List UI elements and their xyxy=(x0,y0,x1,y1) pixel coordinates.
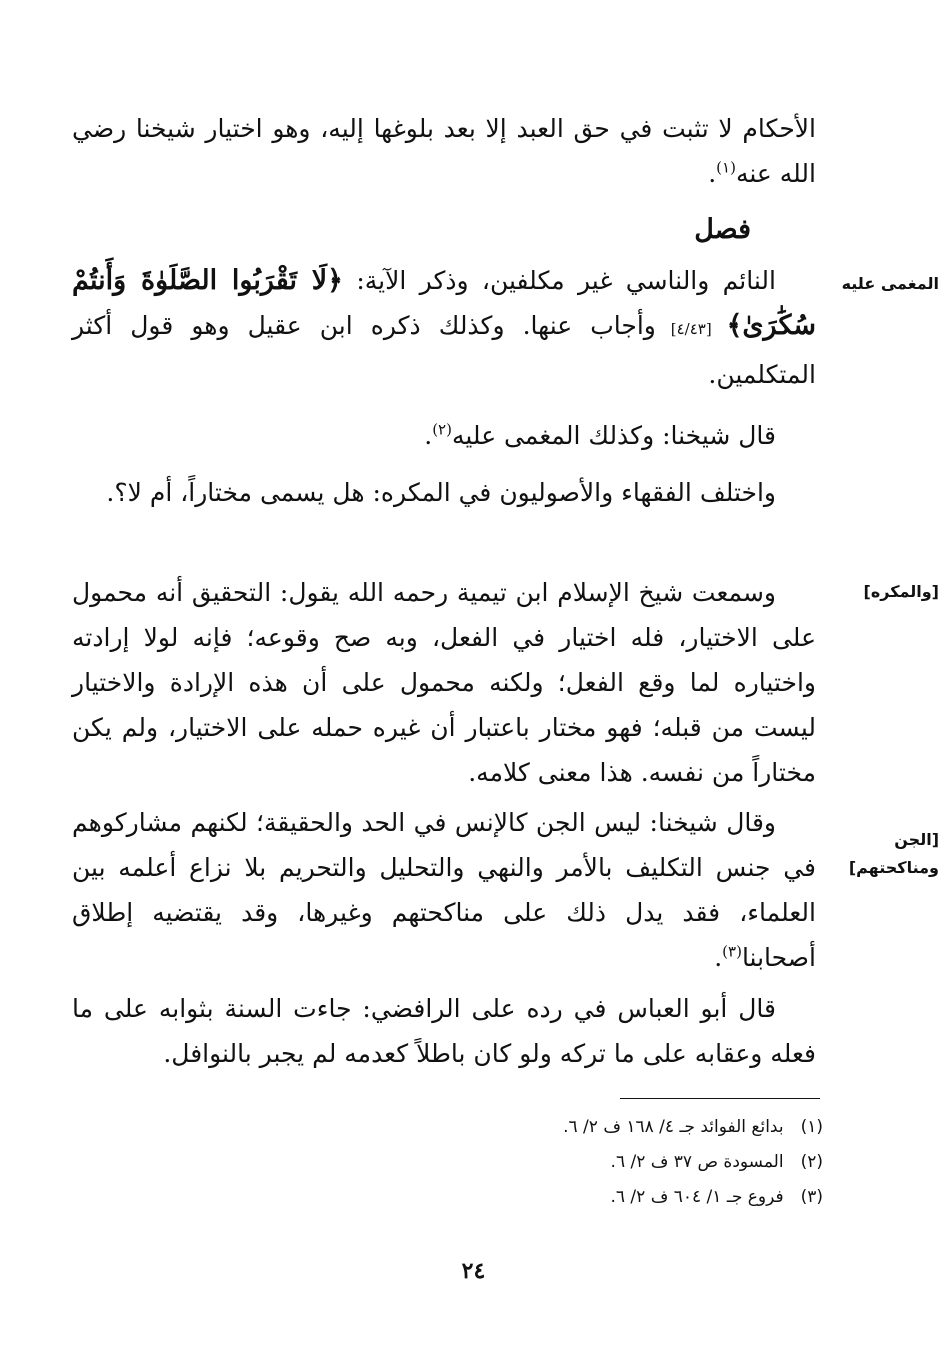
margin-note-jinn: [الجن ومناكحتهم] xyxy=(848,830,939,877)
paragraph-6-end: . xyxy=(714,943,723,972)
paragraph-3 xyxy=(72,413,816,458)
footnote-text: المسودة ص ٣٧ ف ٢/ ٦. xyxy=(610,1152,784,1172)
verse-reference: [٤/٤٣] xyxy=(655,320,727,338)
footnote-item xyxy=(563,1145,823,1180)
quran-verse: ﴿لَا تَقْرَبُوا الصَّلَوٰةَ وَأَنتُمْ سُكَٰرَىٰ﴾ xyxy=(72,265,816,341)
paragraph-5 xyxy=(72,570,816,795)
paragraph-5-text: وسمعت شيخ الإسلام ابن تيمية رحمه الله يقول: التحقيق أنه محمول على الاختيار، فله اختيار في الفعل، وبه صح وقوعه؛ فإنه لولا إرادته واختياره لما وقع الفعل؛ ولكنه محمول على أن هذه الإرادة والاختيار ليست من قبله؛ فهو مختار باعتبار أن غيره حمله على الاختيار، ولم يكن مختاراً من نفسه. هذا معنى كلامه. xyxy=(72,578,816,787)
paragraph-4-text: واختلف الفقهاء والأصوليون في المكره: هل يسمى مختاراً، أم لا؟. xyxy=(106,478,776,507)
page-number: ٢٤ xyxy=(461,1258,486,1284)
paragraph-2 xyxy=(72,258,816,397)
footnotes-list xyxy=(563,1110,823,1215)
paragraph-3-text: قال شيخنا: وكذلك المغمى عليه xyxy=(451,421,776,450)
paragraph-1-end: . xyxy=(708,159,717,188)
footnote-ref-3[interactable]: (٣) xyxy=(722,942,742,961)
footnote-ref-2[interactable]: (٢) xyxy=(432,420,452,439)
paragraph-1 xyxy=(72,106,816,196)
paragraph-2-start: النائم والناسي غير مكلفين، وذكر الآية: xyxy=(342,266,776,295)
paragraph-3-end: . xyxy=(424,421,433,450)
margin-note-coerced: [والمكره] xyxy=(863,582,939,601)
footnote-number: (٣) xyxy=(800,1187,823,1207)
margin-note-unconscious: المغمى عليه xyxy=(841,274,939,293)
section-heading: فصل xyxy=(694,214,751,245)
footnote-number: (٢) xyxy=(800,1152,823,1172)
footnote-item xyxy=(563,1110,823,1145)
paragraph-6-text: وقال شيخنا: ليس الجن كالإنس في الحد والحقيقة؛ لكنهم مشاركوهم في جنس التكليف بالأمر والنهي والتحليل والتحريم بلا نزاع أعلمه بين العلماء، فقد يدل ذلك على مناكحتهم وغيرها، وقد يقتضيه إطلاق أصحابنا xyxy=(72,808,816,972)
paragraph-7 xyxy=(72,986,816,1076)
paragraph-6 xyxy=(72,800,816,980)
paragraph-1-text: الأحكام لا تثبت في حق العبد إلا بعد بلوغها إليه، وهو اختيار شيخنا رضي الله عنه xyxy=(72,114,816,188)
paragraph-7-text: قال أبو العباس في رده على الرافضي: جاءت السنة بثوابه على ما فعله وعقابه على ما تركه ولو كان باطلاً كعدمه لم يجبر بالنوافل. xyxy=(72,994,816,1068)
footnote-text: فروع جـ ١/ ٦٠٤ ف ٢/ ٦. xyxy=(610,1187,784,1207)
paragraph-2-end: وأجاب عنها. وكذلك ذكره ابن عقيل وهو قول أكثر المتكلمين. xyxy=(72,311,816,389)
footnote-text: بدائع الفوائد جـ ٤/ ١٦٨ ف ٢/ ٦. xyxy=(563,1117,784,1137)
paragraph-4 xyxy=(72,470,816,515)
footnote-number: (١) xyxy=(800,1117,823,1137)
footnote-separator xyxy=(620,1098,820,1099)
footnote-ref-1[interactable]: (١) xyxy=(716,158,736,177)
footnote-item xyxy=(563,1180,823,1215)
